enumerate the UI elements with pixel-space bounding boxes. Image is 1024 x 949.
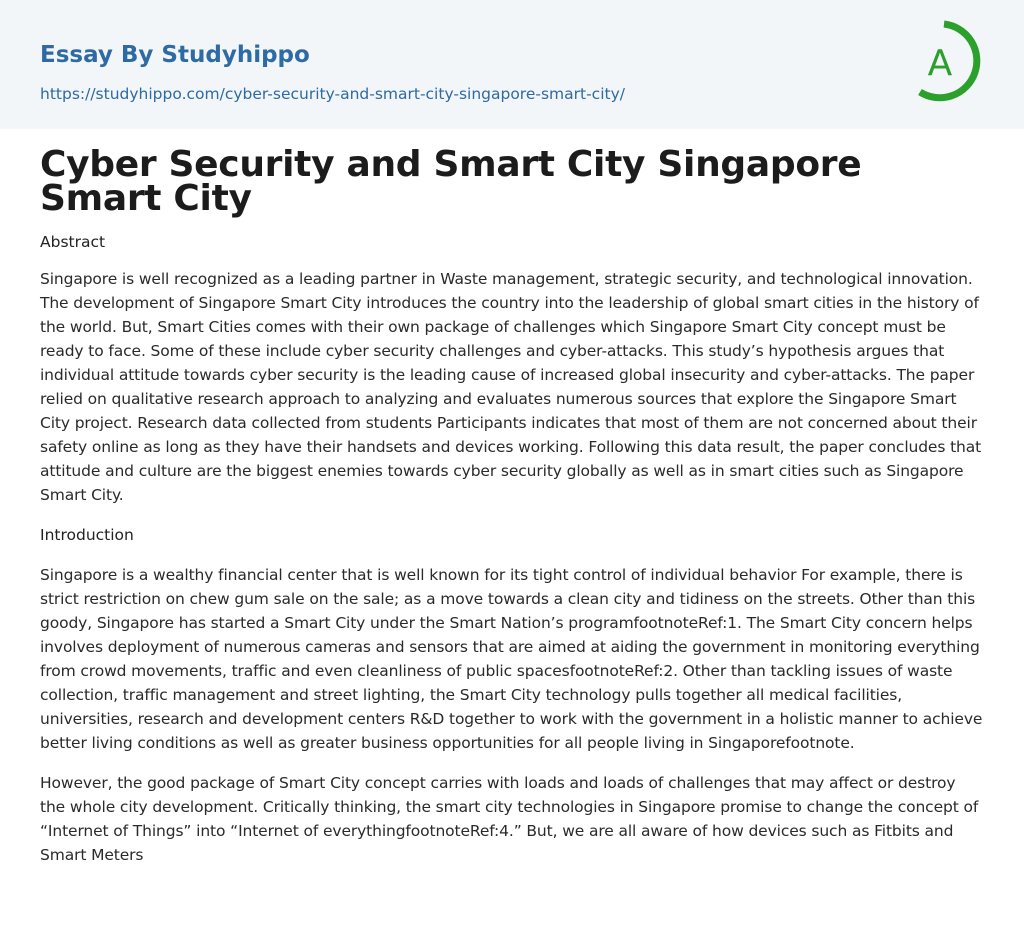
article-body (0, 129, 1024, 867)
essay-title: Cyber Security and Smart City Singapore Smart City (40, 144, 862, 219)
introduction-paragraph-1: Singapore is a wealthy financial center that is well known for its tight control of individual behavior For example, there is strict restriction on chew gum sale on the sale; as a move towards a clean city and tidiness on the streets. Other than this goody, Singapore has started a Smart City under the Smart Nation’s programfootnoteRef:1. The Smart City concern helps involves deployment of numerous cameras and sensors that are aimed at aiding the government in monitoring everything from crowd movements, traffic and even cleanliness of public spacesfootnoteRef:2. Other than tackling issues of waste collection, traffic management and street lighting, the Smart City technology pulls together all medical facilities, universities, research and development centers R&D together to work with the government in a holistic manner to achieve better living conditions as well as greater business opportunities for all people living in Singaporefootnote. (40, 566, 983, 752)
studyhippo-logo-icon[interactable] (910, 17, 988, 107)
abstract-paragraph: Singapore is well recognized as a leading partner in Waste management, strategic security, and technological innovation. The development of Singapore Smart City introduces the country into the leadership of global smart cities in the history of the world. But, Smart Cities comes with their own package of challenges which Singapore Smart City concept must be ready to face. Some of these include cyber security challenges and cyber-attacks. This study’s hypothesis argues that individual attitude towards cyber security is the leading cause of increased global insecurity and cyber-attacks. The paper relied on qualitative research approach to analyzing and evaluates numerous sources that explore the Singapore Smart City project. Research data collected from students Participants indicates that most of them are not concerned about their safety online as long as they have their handsets and devices working. Following this data result, the paper concludes that attitude and culture are the biggest enemies towards cyber security globally as well as in smart cities such as Singapore Smart City. (40, 270, 982, 504)
introduction-heading: Introduction (40, 526, 134, 544)
logo-letter: A (927, 43, 953, 84)
site-brand[interactable]: Essay By Studyhippo (40, 42, 310, 68)
site-header (0, 0, 1024, 129)
essay-url-link[interactable]: https://studyhippo.com/cyber-security-and-smart-city-singapore-smart-city/ (40, 85, 625, 103)
introduction-paragraph-2: However, the good package of Smart City concept carries with loads and loads of challenges that may affect or destroy the whole city development. Critically thinking, the smart city technologies in Singapore promise to change the concept of “Internet of Things” into “Internet of everythingfootnoteRef:4.” But, we are all aware of how devices such as Fitbits and Smart Meters (40, 774, 979, 864)
abstract-heading: Abstract (40, 233, 106, 251)
